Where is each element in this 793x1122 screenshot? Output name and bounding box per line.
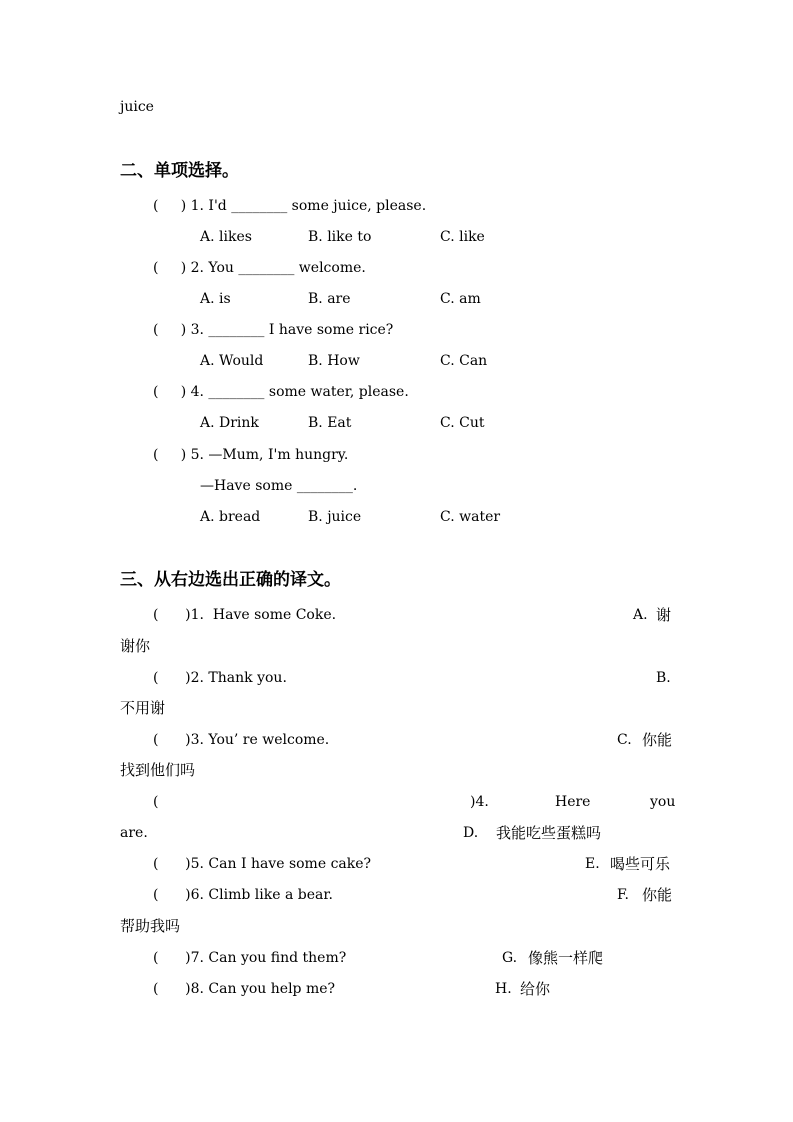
match-4-word-3: are. bbox=[120, 825, 148, 841]
match-5-label: E. bbox=[585, 856, 600, 872]
match-4-label: D. bbox=[463, 825, 479, 841]
match-6-english: ( )6. Climb like a bear. bbox=[153, 887, 333, 903]
match-6-chinese-part1: 你能 bbox=[642, 886, 673, 904]
match-4-word-1: Here bbox=[555, 794, 591, 810]
q4-option-a: A. Drink bbox=[200, 415, 259, 431]
q3-stem: ( ) 3. ________ I have some rice? bbox=[153, 322, 394, 338]
match-7-label: G. bbox=[502, 950, 518, 966]
top-word: juice bbox=[120, 99, 154, 115]
q4-stem: ( ) 4. ________ some water, please. bbox=[153, 384, 409, 400]
section-3-heading: 三、从右边选出正确的译文。 bbox=[120, 570, 341, 590]
q2-option-c: C. am bbox=[440, 291, 481, 307]
match-2-chinese: 不用谢 bbox=[120, 699, 166, 717]
match-5-chinese: 喝些可乐 bbox=[610, 855, 671, 873]
q2-option-b: B. are bbox=[308, 291, 351, 307]
q4-option-c: C. Cut bbox=[440, 415, 485, 431]
match-4-number: )4. bbox=[470, 794, 489, 810]
match-3-label: C. bbox=[617, 732, 632, 748]
match-1-english: ( )1. Have some Coke. bbox=[153, 607, 337, 623]
section-2-heading: 二、单项选择。 bbox=[120, 161, 239, 181]
q3-option-c: C. Can bbox=[440, 353, 488, 369]
match-3-english: ( )3. You’ re welcome. bbox=[153, 732, 330, 748]
q5-option-c: C. water bbox=[440, 509, 501, 525]
match-7-chinese: 像熊一样爬 bbox=[528, 949, 604, 967]
q1-stem: ( ) 1. I'd ________ some juice, please. bbox=[153, 198, 427, 214]
match-8-chinese: 给你 bbox=[520, 980, 551, 998]
match-2-english: ( )2. Thank you. bbox=[153, 670, 287, 686]
match-4-word-2: you bbox=[650, 794, 676, 810]
match-4-paren: ( bbox=[153, 794, 159, 810]
match-4-chinese: 我能吃些蛋糕吗 bbox=[496, 824, 602, 842]
match-6-label: F. bbox=[617, 887, 629, 903]
q5-stem: ( ) 5. —Mum, I'm hungry. bbox=[153, 447, 349, 463]
q2-stem: ( ) 2. You ________ welcome. bbox=[153, 260, 366, 276]
q3-option-a: A. Would bbox=[200, 353, 264, 369]
match-1-label: A. bbox=[633, 607, 648, 623]
q3-option-b: B. How bbox=[308, 353, 360, 369]
match-1-chinese-part2: 谢你 bbox=[120, 637, 151, 655]
q4-option-b: B. Eat bbox=[308, 415, 352, 431]
match-3-chinese-part2: 找到他们吗 bbox=[120, 761, 196, 779]
q5-option-a: A. bread bbox=[200, 509, 261, 525]
match-7-english: ( )7. Can you find them? bbox=[153, 950, 347, 966]
match-6-chinese-part2: 帮助我吗 bbox=[120, 917, 181, 935]
q1-option-b: B. like to bbox=[308, 229, 372, 245]
q1-option-a: A. likes bbox=[200, 229, 252, 245]
match-8-label: H. bbox=[495, 981, 512, 997]
q2-option-a: A. is bbox=[200, 291, 231, 307]
match-3-chinese-part1: 你能 bbox=[642, 731, 673, 749]
q1-option-c: C. like bbox=[440, 229, 485, 245]
match-5-english: ( )5. Can I have some cake? bbox=[153, 856, 372, 872]
match-2-label: B. bbox=[656, 670, 671, 686]
q5-line2: —Have some ________. bbox=[200, 478, 358, 494]
match-8-english: ( )8. Can you help me? bbox=[153, 981, 336, 997]
match-1-chinese-part1: 谢 bbox=[656, 606, 672, 624]
q5-option-b: B. juice bbox=[308, 509, 362, 525]
